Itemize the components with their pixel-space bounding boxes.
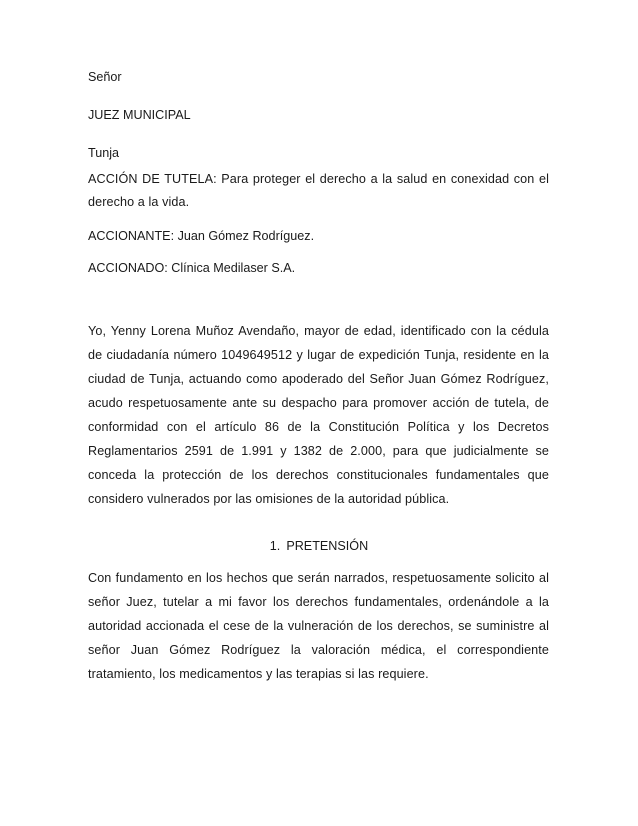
pretension-paragraph: Con fundamento en los hechos que serán narrados, respetuosamente solicito al señor Juez, tutelar a mi favor los derechos fundamentales, ordenándole a la autoridad accionada el cese de la vulneración de los derechos, se suministre al señor Juan Gómez Rodríguez la valoración médica, el correspondiente tratamiento, los medicamentos y las terapias si las requiere. (88, 571, 549, 681)
addressee: JUEZ MUNICIPAL (88, 108, 191, 122)
section-heading (0, 538, 638, 554)
city: Tunja (88, 146, 120, 160)
salutation: Señor (88, 70, 122, 84)
intro-paragraph: Yo, Yenny Lorena Muñoz Avendaño, mayor de edad, identificado con la cédula de ciudadanía número 1049649512 y lugar de expedición Tunja, residente en la ciudad de Tunja, actuando como apoderado del Señor Juan Gómez Rodríguez, acudo respetuosamente ante su despacho para promover acción de tutela, de conformidad con el artículo 86 de la Constitución Política y los Decretos Reglamentarios 2591 de 1.991 y 1382 de 2.000, para que judicialmente se conceda la protección de los derechos constitucionales fundamentales que considero vulnerados por las omisiones de la autoridad pública. (88, 324, 549, 506)
defendant-line: ACCIONADO: Clínica Medilaser S.A. (88, 261, 296, 275)
section-number: 1. (269, 539, 281, 553)
action-line: ACCIÓN DE TUTELA: Para proteger el derecho a la salud en conexidad con el derecho a la vida. (88, 172, 549, 210)
section-title: PRETENSIÓN (286, 539, 369, 553)
plaintiff-line: ACCIONANTE: Juan Gómez Rodríguez. (88, 229, 315, 243)
